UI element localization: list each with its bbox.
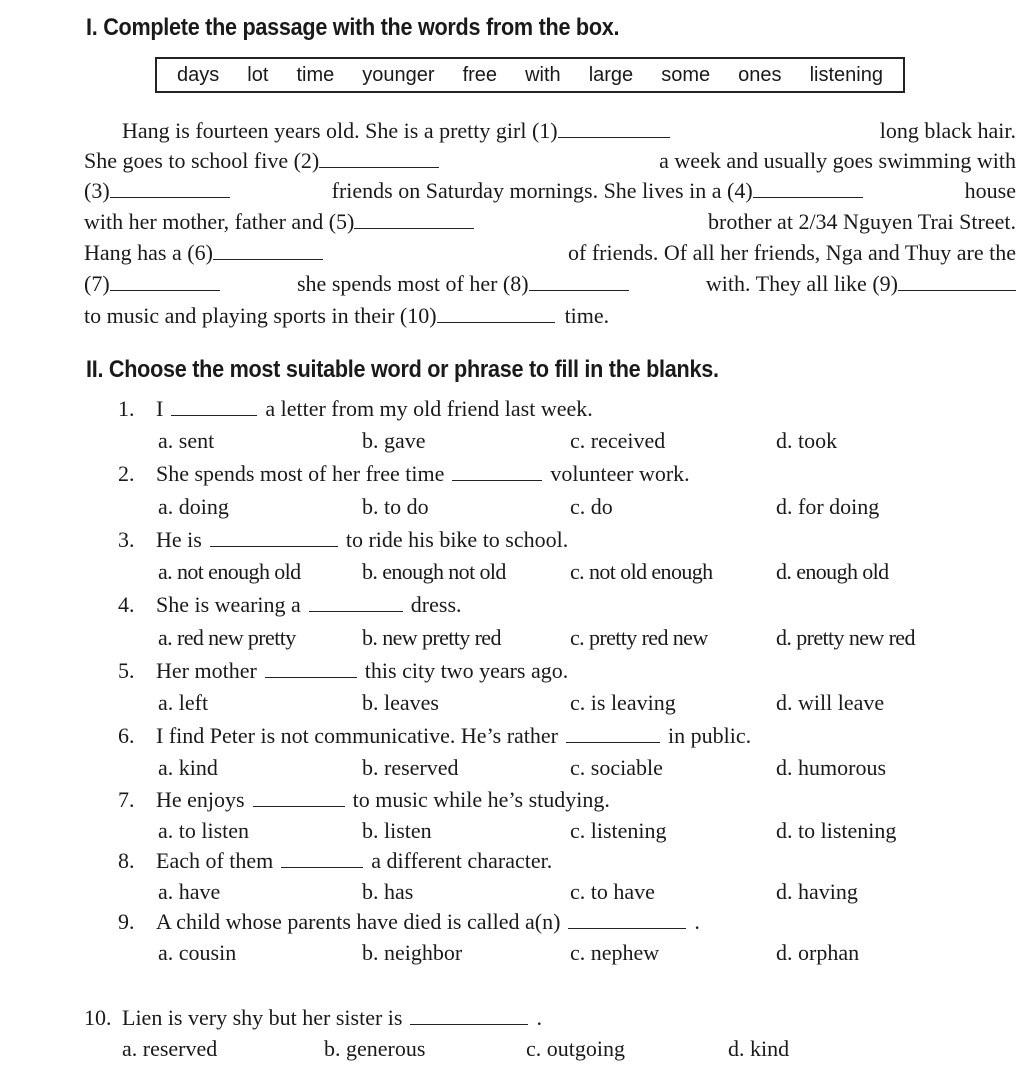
question-blank[interactable] — [265, 659, 357, 678]
passage-text: (7) — [84, 271, 110, 296]
question-text: to music while he’s studying. — [352, 787, 610, 812]
question-3 — [118, 525, 568, 555]
option-a[interactable]: a. to listen — [158, 818, 250, 843]
option-c[interactable]: c. do — [570, 494, 613, 519]
passage-line — [84, 146, 1016, 176]
question-text: I — [156, 396, 164, 421]
option-a[interactable]: a. red new pretty — [158, 625, 296, 650]
passage-text: Hang is fourteen years old. She is a pretty girl (1) — [122, 118, 558, 143]
answer-blank-1[interactable] — [558, 117, 670, 138]
option-b[interactable]: b. new pretty red — [362, 625, 501, 650]
question-blank[interactable] — [210, 528, 338, 547]
passage-text: she spends most of her (8) — [297, 271, 529, 296]
word-box-item: listening — [809, 63, 883, 86]
passage-text: Hang has a (6) — [84, 240, 213, 265]
question-blank[interactable] — [171, 397, 257, 416]
question-blank[interactable] — [566, 724, 660, 743]
question-text: A child whose parents have died is called a(n) — [156, 909, 561, 934]
question-blank[interactable] — [410, 1006, 528, 1025]
question-text: She is wearing a — [156, 592, 301, 617]
answer-blank-9[interactable] — [898, 270, 1016, 291]
option-b[interactable]: b. leaves — [362, 690, 439, 715]
option-a[interactable]: a. sent — [158, 428, 215, 453]
option-b[interactable]: b. neighbor — [362, 940, 463, 965]
answer-blank-5[interactable] — [354, 208, 474, 229]
option-b[interactable]: b. listen — [362, 818, 432, 843]
option-d[interactable]: d. took — [776, 428, 838, 453]
answer-blank-7[interactable] — [110, 270, 220, 291]
question-text: . — [536, 1005, 542, 1030]
option-a[interactable]: a. not enough old — [158, 559, 301, 584]
question-number: 3. — [118, 527, 135, 552]
question-number: 6. — [118, 723, 135, 748]
passage-text: brother at 2/34 Nguyen Trai Street. — [708, 209, 1016, 234]
passage-line — [84, 238, 1016, 268]
option-d[interactable]: d. orphan — [776, 940, 860, 965]
word-box-item: younger — [362, 63, 435, 86]
question-text: a letter from my old friend last week. — [265, 396, 593, 421]
passage-text: She goes to school five (2) — [84, 148, 320, 173]
section2-heading: II. Choose the most suitable word or phrase to fill in the blanks. — [86, 356, 719, 383]
answer-blank-10[interactable] — [437, 302, 555, 323]
passage-text: (3) — [84, 178, 110, 203]
question-text: . — [694, 909, 700, 934]
option-b[interactable]: b. to do — [362, 494, 429, 519]
question-text: a different character. — [371, 848, 553, 873]
passage-text: of friends. Of all her friends, Nga and Thuy are the — [568, 240, 1016, 265]
question-number: 5. — [118, 658, 135, 683]
question-number: 10. — [84, 1005, 112, 1030]
question-text: Lien is very shy but her sister is — [122, 1005, 403, 1030]
option-c[interactable]: c. sociable — [570, 755, 663, 780]
question-number: 8. — [118, 848, 135, 873]
question-number: 2. — [118, 461, 135, 486]
question-number: 4. — [118, 592, 135, 617]
question-blank[interactable] — [568, 910, 686, 929]
passage-line — [122, 116, 1016, 146]
word-box-item: ones — [738, 63, 782, 86]
word-box-item: some — [661, 63, 711, 86]
answer-blank-6[interactable] — [213, 239, 323, 260]
option-d[interactable]: d. having — [776, 879, 858, 904]
passage-text: house — [964, 178, 1016, 203]
question-blank[interactable] — [452, 462, 542, 481]
question-number: 1. — [118, 396, 135, 421]
section1-heading: I. Complete the passage with the words from the box. — [86, 14, 620, 41]
option-c[interactable]: c. is leaving — [570, 690, 676, 715]
option-c[interactable]: c. received — [570, 428, 666, 453]
passage-text: with. They all like (9) — [705, 271, 898, 296]
option-c[interactable]: c. not old enough — [570, 559, 713, 584]
question-text: to ride his bike to school. — [345, 527, 569, 552]
option-a[interactable]: a. have — [158, 879, 221, 904]
answer-blank-8[interactable] — [529, 270, 629, 291]
option-d[interactable]: d. pretty new red — [776, 625, 915, 650]
question-blank[interactable] — [281, 849, 363, 868]
question-8 — [118, 846, 552, 876]
question-text: dress. — [410, 592, 462, 617]
passage-text: friends on Saturday mornings. She lives in a (4) — [331, 178, 753, 203]
question-text: He enjoys — [156, 787, 245, 812]
question-blank[interactable] — [253, 788, 345, 807]
question-text: this city two years ago. — [364, 658, 569, 683]
option-a[interactable]: a. cousin — [158, 940, 237, 965]
word-box-item: with — [525, 63, 561, 86]
option-b[interactable]: b. has — [362, 879, 414, 904]
passage-text: to music and playing sports in their (10) — [84, 303, 437, 328]
passage-text: with her mother, father and (5) — [84, 209, 355, 234]
option-a[interactable]: a. reserved — [122, 1036, 218, 1061]
question-7 — [118, 785, 610, 815]
option-d[interactable]: d. kind — [728, 1036, 790, 1061]
option-a[interactable]: a. kind — [158, 755, 218, 780]
option-b[interactable]: b. generous — [324, 1036, 426, 1061]
question-text: volunteer work. — [550, 461, 690, 486]
passage-text: time. — [564, 303, 610, 328]
question-text: He is — [156, 527, 202, 552]
option-a[interactable]: a. left — [158, 690, 209, 715]
passage-line — [84, 176, 1016, 206]
question-number: 7. — [118, 787, 135, 812]
passage-line — [84, 301, 1016, 331]
option-c[interactable]: c. pretty red new — [570, 625, 708, 650]
answer-blank-3[interactable] — [110, 177, 230, 198]
question-text: I find Peter is not communicative. He’s rather — [156, 723, 558, 748]
option-d[interactable]: d. for doing — [776, 494, 880, 519]
option-b[interactable]: b. gave — [362, 428, 426, 453]
passage-text: a week and usually goes swimming with — [659, 148, 1016, 173]
question-4 — [118, 590, 462, 620]
option-d[interactable]: d. enough old — [776, 559, 889, 584]
word-box-item: days — [177, 63, 220, 86]
answer-blank-2[interactable] — [319, 147, 439, 168]
passage-line — [84, 207, 1016, 237]
option-d[interactable]: d. to listening — [776, 818, 897, 843]
option-d[interactable]: d. will leave — [776, 690, 885, 715]
option-c[interactable]: c. to have — [570, 879, 655, 904]
option-d[interactable]: d. humorous — [776, 755, 886, 780]
question-blank[interactable] — [309, 593, 403, 612]
word-box — [155, 57, 905, 93]
question-6 — [118, 721, 751, 751]
option-b[interactable]: b. enough not old — [362, 559, 506, 584]
option-a[interactable]: a. doing — [158, 494, 229, 519]
word-box-item: large — [588, 63, 634, 86]
question-9 — [118, 907, 700, 937]
question-2 — [118, 459, 690, 489]
option-c[interactable]: c. outgoing — [526, 1036, 625, 1061]
answer-blank-4[interactable] — [753, 177, 863, 198]
option-c[interactable]: c. nephew — [570, 940, 660, 965]
question-text: Her mother — [156, 658, 257, 683]
passage-line — [84, 269, 1016, 299]
question-text: She spends most of her free time — [156, 461, 445, 486]
option-c[interactable]: c. listening — [570, 818, 667, 843]
question-5 — [118, 656, 568, 686]
question-text: Each of them — [156, 848, 274, 873]
word-box-item: free — [462, 63, 498, 86]
question-1 — [118, 394, 593, 424]
question-text: in public. — [668, 723, 752, 748]
question-10 — [84, 1003, 542, 1033]
word-box-item: lot — [247, 63, 269, 86]
passage-text: long black hair. — [879, 118, 1016, 143]
word-box-item: time — [296, 63, 335, 86]
option-b[interactable]: b. reserved — [362, 755, 459, 780]
question-number: 9. — [118, 909, 135, 934]
